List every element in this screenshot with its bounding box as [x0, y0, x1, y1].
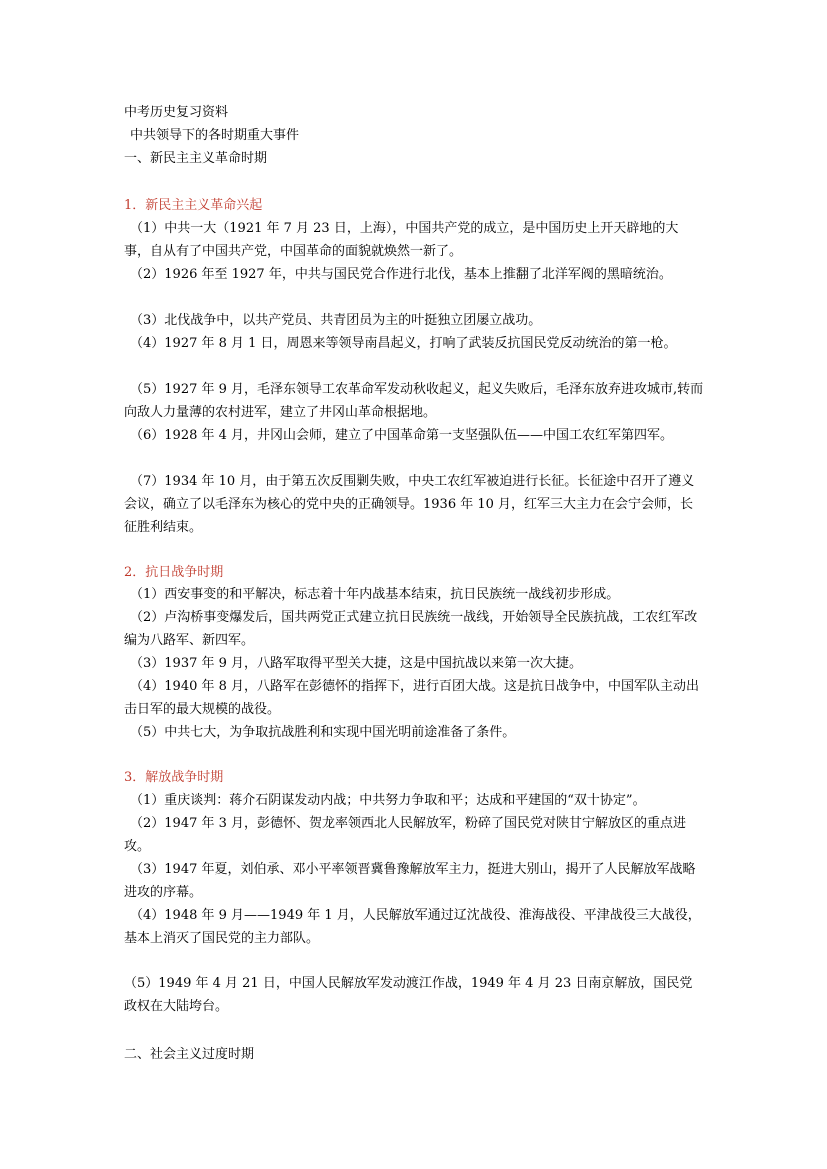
paragraph: （4）1927 年 8 月 1 日，周恩来等领导南昌起义，打响了武装反抗国民党反动统治的第一枪。 — [130, 336, 677, 351]
paragraph: （5）1927 年 9 月，毛泽东领导工农革命军发动秋收起义，起义失败后，毛泽东放弃进攻城市,转而向敌人力量薄的农村进军，建立了井冈山革命根据地。 — [124, 382, 704, 420]
section-heading-3: 3．解放战争时期 — [124, 770, 224, 785]
paragraph: （1）西安事变的和平解决，标志着十年内战基本结束，抗日民族统一战线初步形成。 — [130, 587, 620, 602]
paragraph: （3）1947 年夏，刘伯承、邓小平率领晋冀鲁豫解放军主力，挺进大别山，揭开了人民解放军战略进攻的序幕。 — [124, 862, 696, 900]
doc-title: 中考历史复习资料 — [124, 105, 229, 120]
paragraph: （1）中共一大（1921 年 7 月 23 日，上海），中国共产党的成立，是中国历史上开天辟地的大事，自从有了中国共产党，中国革命的面貌就焕然一新了。 — [124, 221, 679, 259]
paragraph: （5）1949 年 4 月 21 日，中国人民解放军发动渡江作战，1949 年 4 月 23 日南京解放，国民党政权在大陆垮台。 — [124, 976, 693, 1014]
paragraph: （3）北伐战争中，以共产党员、共青团员为主的叶挺独立团屡立战功。 — [130, 313, 542, 328]
part-heading-1: 一、新民主主义革命时期 — [124, 151, 268, 166]
paragraph: （2）1926 年至 1927 年，中共与国民党合作进行北伐，基本上推翻了北洋军阀的黑暗统治。 — [130, 267, 672, 282]
paragraph: （2）卢沟桥事变爆发后，国共两党正式建立抗日民族统一战线，开始领导全民族抗战，工农红军改编为八路军、新四军。 — [124, 610, 698, 648]
paragraph: （4）1948 年 9 月——1949 年 1 月，人民解放军通过辽沈战役、淮海战役、平津战役三大战役，基本上消灭了国民党的主力部队。 — [124, 908, 701, 946]
section-heading-2: 2．抗日战争时期 — [124, 565, 224, 580]
part-heading-2: 二、社会主义过度时期 — [124, 1047, 255, 1062]
paragraph: （2）1947 年 3 月，彭德怀、贺龙率领西北人民解放军，粉碎了国民党对陕甘宁解放区的重点进攻。 — [124, 816, 687, 854]
paragraph: （7）1934 年 10 月，由于第五次反围剿失败，中央工农红军被迫进行长征。长征途中召开了遵义会议，确立了以毛泽东为核心的党中央的正确领导。1936 年 10 月，红军三大主力在会宁会师，长征胜利结束。 — [124, 474, 695, 535]
paragraph: （6）1928 年 4 月，井冈山会师，建立了中国革命第一支坚强队伍——中国工农红军第四军。 — [130, 428, 674, 443]
paragraph: （3）1937 年 9 月，八路军取得平型关大捷，这是中国抗战以来第一次大捷。 — [130, 656, 583, 671]
doc-subtitle: 中共领导下的各时期重大事件 — [130, 128, 300, 143]
paragraph: （1）重庆谈判：蒋介石阴谋发动内战；中共努力争取和平；达成和平建国的“双十协定”。 — [130, 793, 646, 808]
paragraph: （4）1940 年 8 月，八路军在彭德怀的指挥下，进行百团大战。这是抗日战争中，中国军队主动出击日军的最大规模的战役。 — [124, 679, 700, 717]
paragraph: （5）中共七大，为争取抗战胜利和实现中国光明前途准备了条件。 — [130, 725, 516, 740]
section-heading-1: 1．新民主主义革命兴起 — [124, 198, 263, 213]
